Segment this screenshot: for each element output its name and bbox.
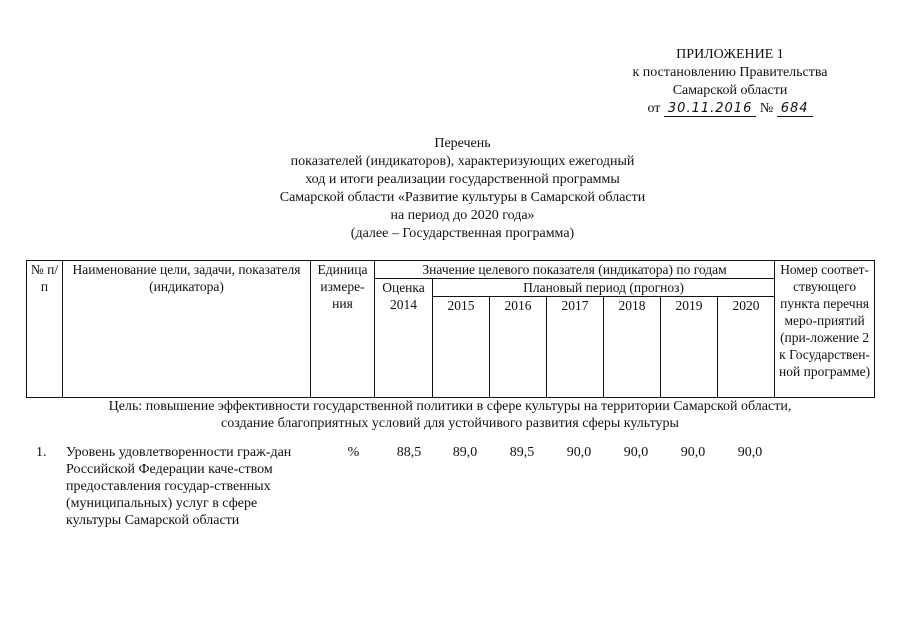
row-value-2019: 90,0 xyxy=(680,445,706,460)
header-number: № п/п xyxy=(27,261,63,398)
header-year: 2017 xyxy=(547,297,604,398)
header-year: 2020 xyxy=(718,297,775,398)
number-value: 684 xyxy=(777,101,813,117)
document-title xyxy=(230,135,695,243)
row-unit: % xyxy=(347,445,360,460)
date-prefix: от xyxy=(647,101,661,116)
title-line: Самарской области «Развитие культуры в Самарской области xyxy=(279,190,646,205)
header-unit: Единица измере-ния xyxy=(311,261,375,398)
header-estimate xyxy=(375,279,433,398)
goal-line: Цель: повышение эффективности государственной политики в сфере культуры на территории Самарской области, xyxy=(108,399,792,414)
date-value: 30.11.2016 xyxy=(664,101,756,117)
estimate-label: Оценка xyxy=(382,280,425,295)
indicator-table-header xyxy=(26,260,875,398)
appendix-date-line xyxy=(610,100,850,118)
header-year: 2015 xyxy=(433,297,490,398)
header-values: Значение целевого показателя (индикатора) по годам xyxy=(375,261,775,279)
row-number: 1. xyxy=(36,445,47,460)
title-line: (далее – Государственная программа) xyxy=(350,226,575,241)
title-line: ход и итоги реализации государственной программы xyxy=(305,172,620,187)
header-name: Наименование цели, задачи, показателя (индикатора) xyxy=(63,261,311,398)
header-year: 2016 xyxy=(490,297,547,398)
row-value-2017: 90,0 xyxy=(566,445,592,460)
row-value-2015: 89,0 xyxy=(452,445,478,460)
appendix-line2: Самарской области xyxy=(672,83,788,98)
row-value-2016: 89,5 xyxy=(509,445,535,460)
appendix-heading: ПРИЛОЖЕНИЕ 1 xyxy=(676,47,784,62)
header-ref: Номер соответ-ствующего пункта перечня меро-приятий (при-ложение 2 к Государствен-ной программе) xyxy=(775,261,875,398)
row-value-2020: 90,0 xyxy=(737,445,763,460)
number-prefix: № xyxy=(759,101,774,116)
appendix-header xyxy=(610,46,850,118)
row-value-2018: 90,0 xyxy=(623,445,649,460)
title-line: на период до 2020 года» xyxy=(390,208,535,223)
appendix-line1: к постановлению Правительства xyxy=(632,65,828,80)
header-plan: Плановый период (прогноз) xyxy=(433,279,775,297)
header-year: 2018 xyxy=(604,297,661,398)
header-year: 2019 xyxy=(661,297,718,398)
row-value-2014: 88,5 xyxy=(396,445,422,460)
goal-statement xyxy=(26,398,874,432)
estimate-year: 2014 xyxy=(390,297,417,312)
goal-line: создание благоприятных условий для устойчивого развития сферы культуры xyxy=(221,416,679,431)
title-line: Перечень xyxy=(434,136,491,151)
row-indicator-name: Уровень удовлетворенности граж-дан Российской Федерации каче-ством предоставления государ-ственных (муниципальных) услуг в сфере культуры Самарской области xyxy=(66,445,292,528)
title-line: показателей (индикаторов), характеризующих ежегодный xyxy=(290,154,635,169)
